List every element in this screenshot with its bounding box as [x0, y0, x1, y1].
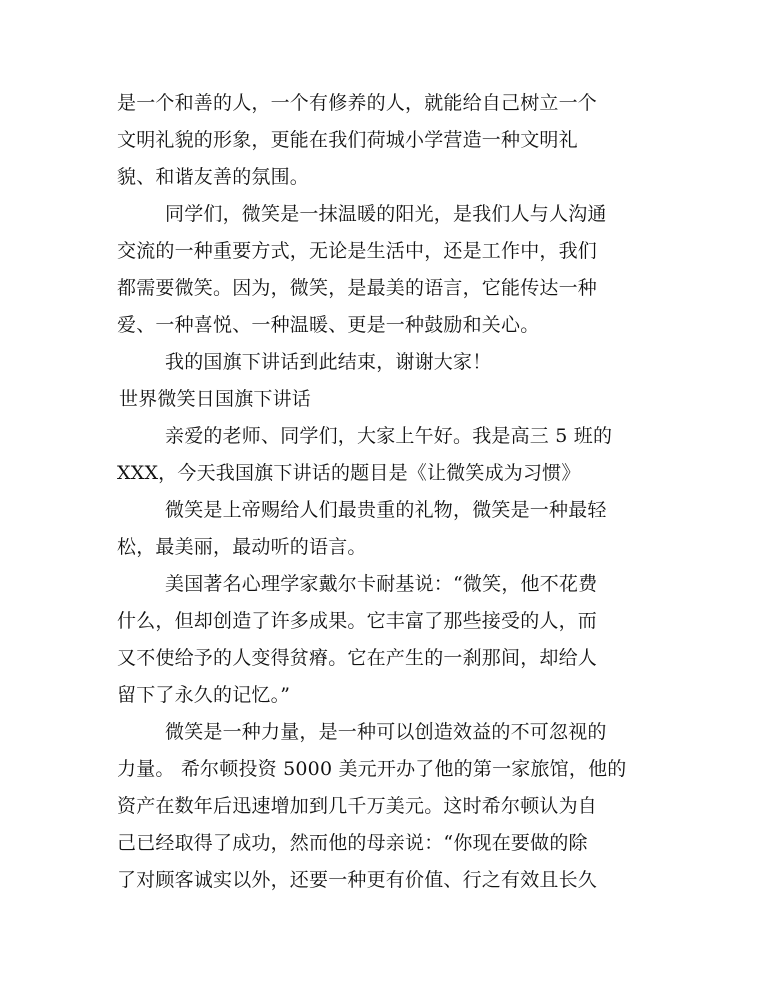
- paragraph-line: 亲爱的老师、同学们，大家上午好。我是高三 5 班的: [165, 425, 613, 447]
- paragraph-line: 爱、一种喜悦、一种温暖、更是一种鼓励和关心。: [117, 314, 540, 336]
- paragraph-line: 是一个和善的人，一个有修养的人，就能给自己树立一个: [117, 92, 598, 114]
- paragraph-line: 留下了永久的记忆。”: [117, 684, 291, 706]
- paragraph-line: 松，最美丽，最动听的语言。: [117, 536, 367, 558]
- paragraph-line: 同学们，微笑是一抹温暖的阳光，是我们人与人沟通: [165, 203, 607, 225]
- paragraph-line: 力量。 希尔顿投资 5000 美元开办了他的第一家旅馆，他的: [117, 758, 627, 780]
- paragraph-line: 我的国旗下讲话到此结束，谢谢大家！: [165, 351, 492, 373]
- paragraph-line: 交流的一种重要方式，无论是生活中，还是工作中，我们: [117, 240, 598, 262]
- paragraph-line: XXX，今天我国旗下讲话的题目是《让微笑成为习惯》: [117, 462, 581, 484]
- paragraph-line: 资产在数年后迅速增加到几千万美元。这时希尔顿认为自: [117, 795, 598, 817]
- paragraph-line: 都需要微笑。因为，微笑，是最美的语言，它能传达一种: [117, 277, 598, 299]
- paragraph-line: 美国著名心理学家戴尔卡耐基说：“微笑，他不花费: [165, 573, 598, 595]
- paragraph-line: 又不使给予的人变得贫瘠。它在产生的一刹那间，却给人: [117, 647, 598, 669]
- paragraph-line: 文明礼貌的形象，更能在我们荷城小学营造一种文明礼: [117, 129, 578, 151]
- paragraph-line: 己已经取得了成功，然而他的母亲说：“你现在要做的除: [117, 832, 588, 854]
- section-heading: 世界微笑日国旗下讲话: [119, 388, 312, 410]
- paragraph-line: 微笑是上帝赐给人们最贵重的礼物，微笑是一种最轻: [165, 499, 607, 521]
- paragraph-line: 了对顾客诚实以外，还要一种更有价值、行之有效且长久: [117, 869, 598, 891]
- paragraph-line: 什么，但却创造了许多成果。它丰富了那些接受的人，而: [117, 610, 598, 632]
- paragraph-line: 微笑是一种力量，是一种可以创造效益的不可忽视的: [165, 721, 607, 743]
- paragraph-line: 貌、和谐友善的氛围。: [117, 166, 310, 188]
